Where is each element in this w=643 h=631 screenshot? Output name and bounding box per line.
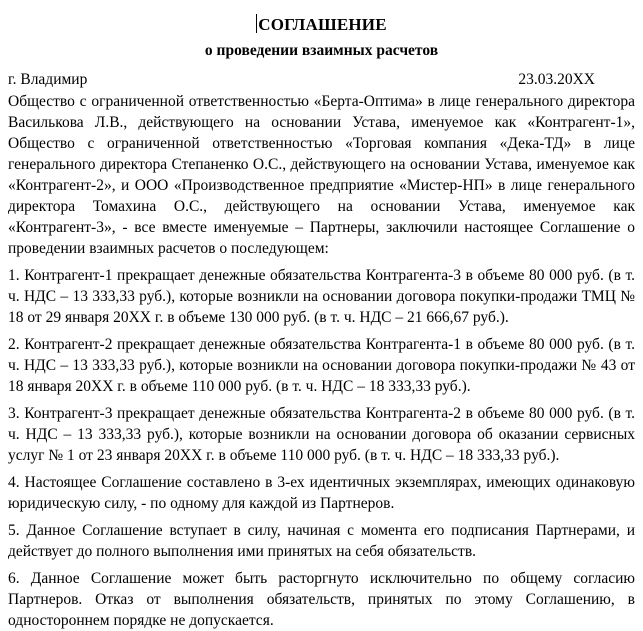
clause-6: 6. Данное Соглашение может быть расторгнуто исключительно по общему согласию Партнеров. Отказ от выполнения обязательств, принятых по этому Соглашению, в одностороннем порядке не допускается. bbox=[8, 570, 635, 629]
place-date-row bbox=[8, 69, 635, 90]
preamble-paragraph: Общество с ограниченной ответственностью «Берта-Оптима» в лице генерального директора Василькова Л.В., действующего на основании Устава, именуемое как «Контрагент-1», Общество с ограниченной ответственностью «Торговая компания «Дека-ТД» в лице генерального директора Степаненко О.С., действующего на основании Устава, именуемое как «Контрагент-2», и ООО «Производственное предприятие «Мистер-НП» в лице генерального директора Томахина О.С., действующего на основании Устава, именуемое как «Контрагент-3», - все вместе именуемые – Партнеры, заключили настоящее Соглашение о проведении взаимных расчетов о последующем: bbox=[8, 93, 635, 257]
clause-2: 2. Контрагент-2 прекращает денежные обязательства Контрагента-1 в объеме 80 000 руб. (в т. ч. НДС – 13 333,33 руб.), которые возникли на основании договора покупки-продажи № 43 от 18 января 20ХХ г. в объеме 110 000 руб. (в т. ч. НДС – 18 333,33 руб.). bbox=[8, 336, 635, 395]
document-title bbox=[8, 14, 635, 36]
city: г. Владимир bbox=[8, 71, 88, 88]
clause-5: 5. Данное Соглашение вступает в силу, начиная с момента его подписания Партнерами, и действует до полного выполнения ими принятых на себя обязательств. bbox=[8, 522, 635, 560]
document-subtitle: о проведении взаимных расчетов bbox=[204, 42, 439, 59]
clause-4: 4. Настоящее Соглашение составлено в 3-ех идентичных экземплярах, имеющих одинаковую юридическую силу, - по одному для каждой из Партнеров. bbox=[8, 474, 635, 512]
date: 23.03.20ХХ bbox=[518, 71, 595, 88]
clause-3: 3. Контрагент-3 прекращает денежные обязательства Контрагента-2 в объеме 80 000 руб. (в т. ч. НДС – 13 333,33 руб.), которые возникли на основании договора об оказании сервисных услуг № 1 от 23 января 20ХХ г. в объеме 110 000 руб. (в т. ч. НДС – 18 333,33 руб.). bbox=[8, 405, 635, 464]
document-title-text: СОГЛАШЕНИЕ bbox=[258, 15, 387, 34]
clause-1: 1. Контрагент-1 прекращает денежные обязательства Контрагента-3 в объеме 80 000 руб. (в т. ч. НДС – 13 333,33 руб.), которые возникли на основании договора покупки-продажи ТМЦ № 18 от 29 января 20ХХ г. в объеме 130 000 руб. (в т. ч. НДС – 21 666,67 руб.). bbox=[8, 267, 635, 326]
